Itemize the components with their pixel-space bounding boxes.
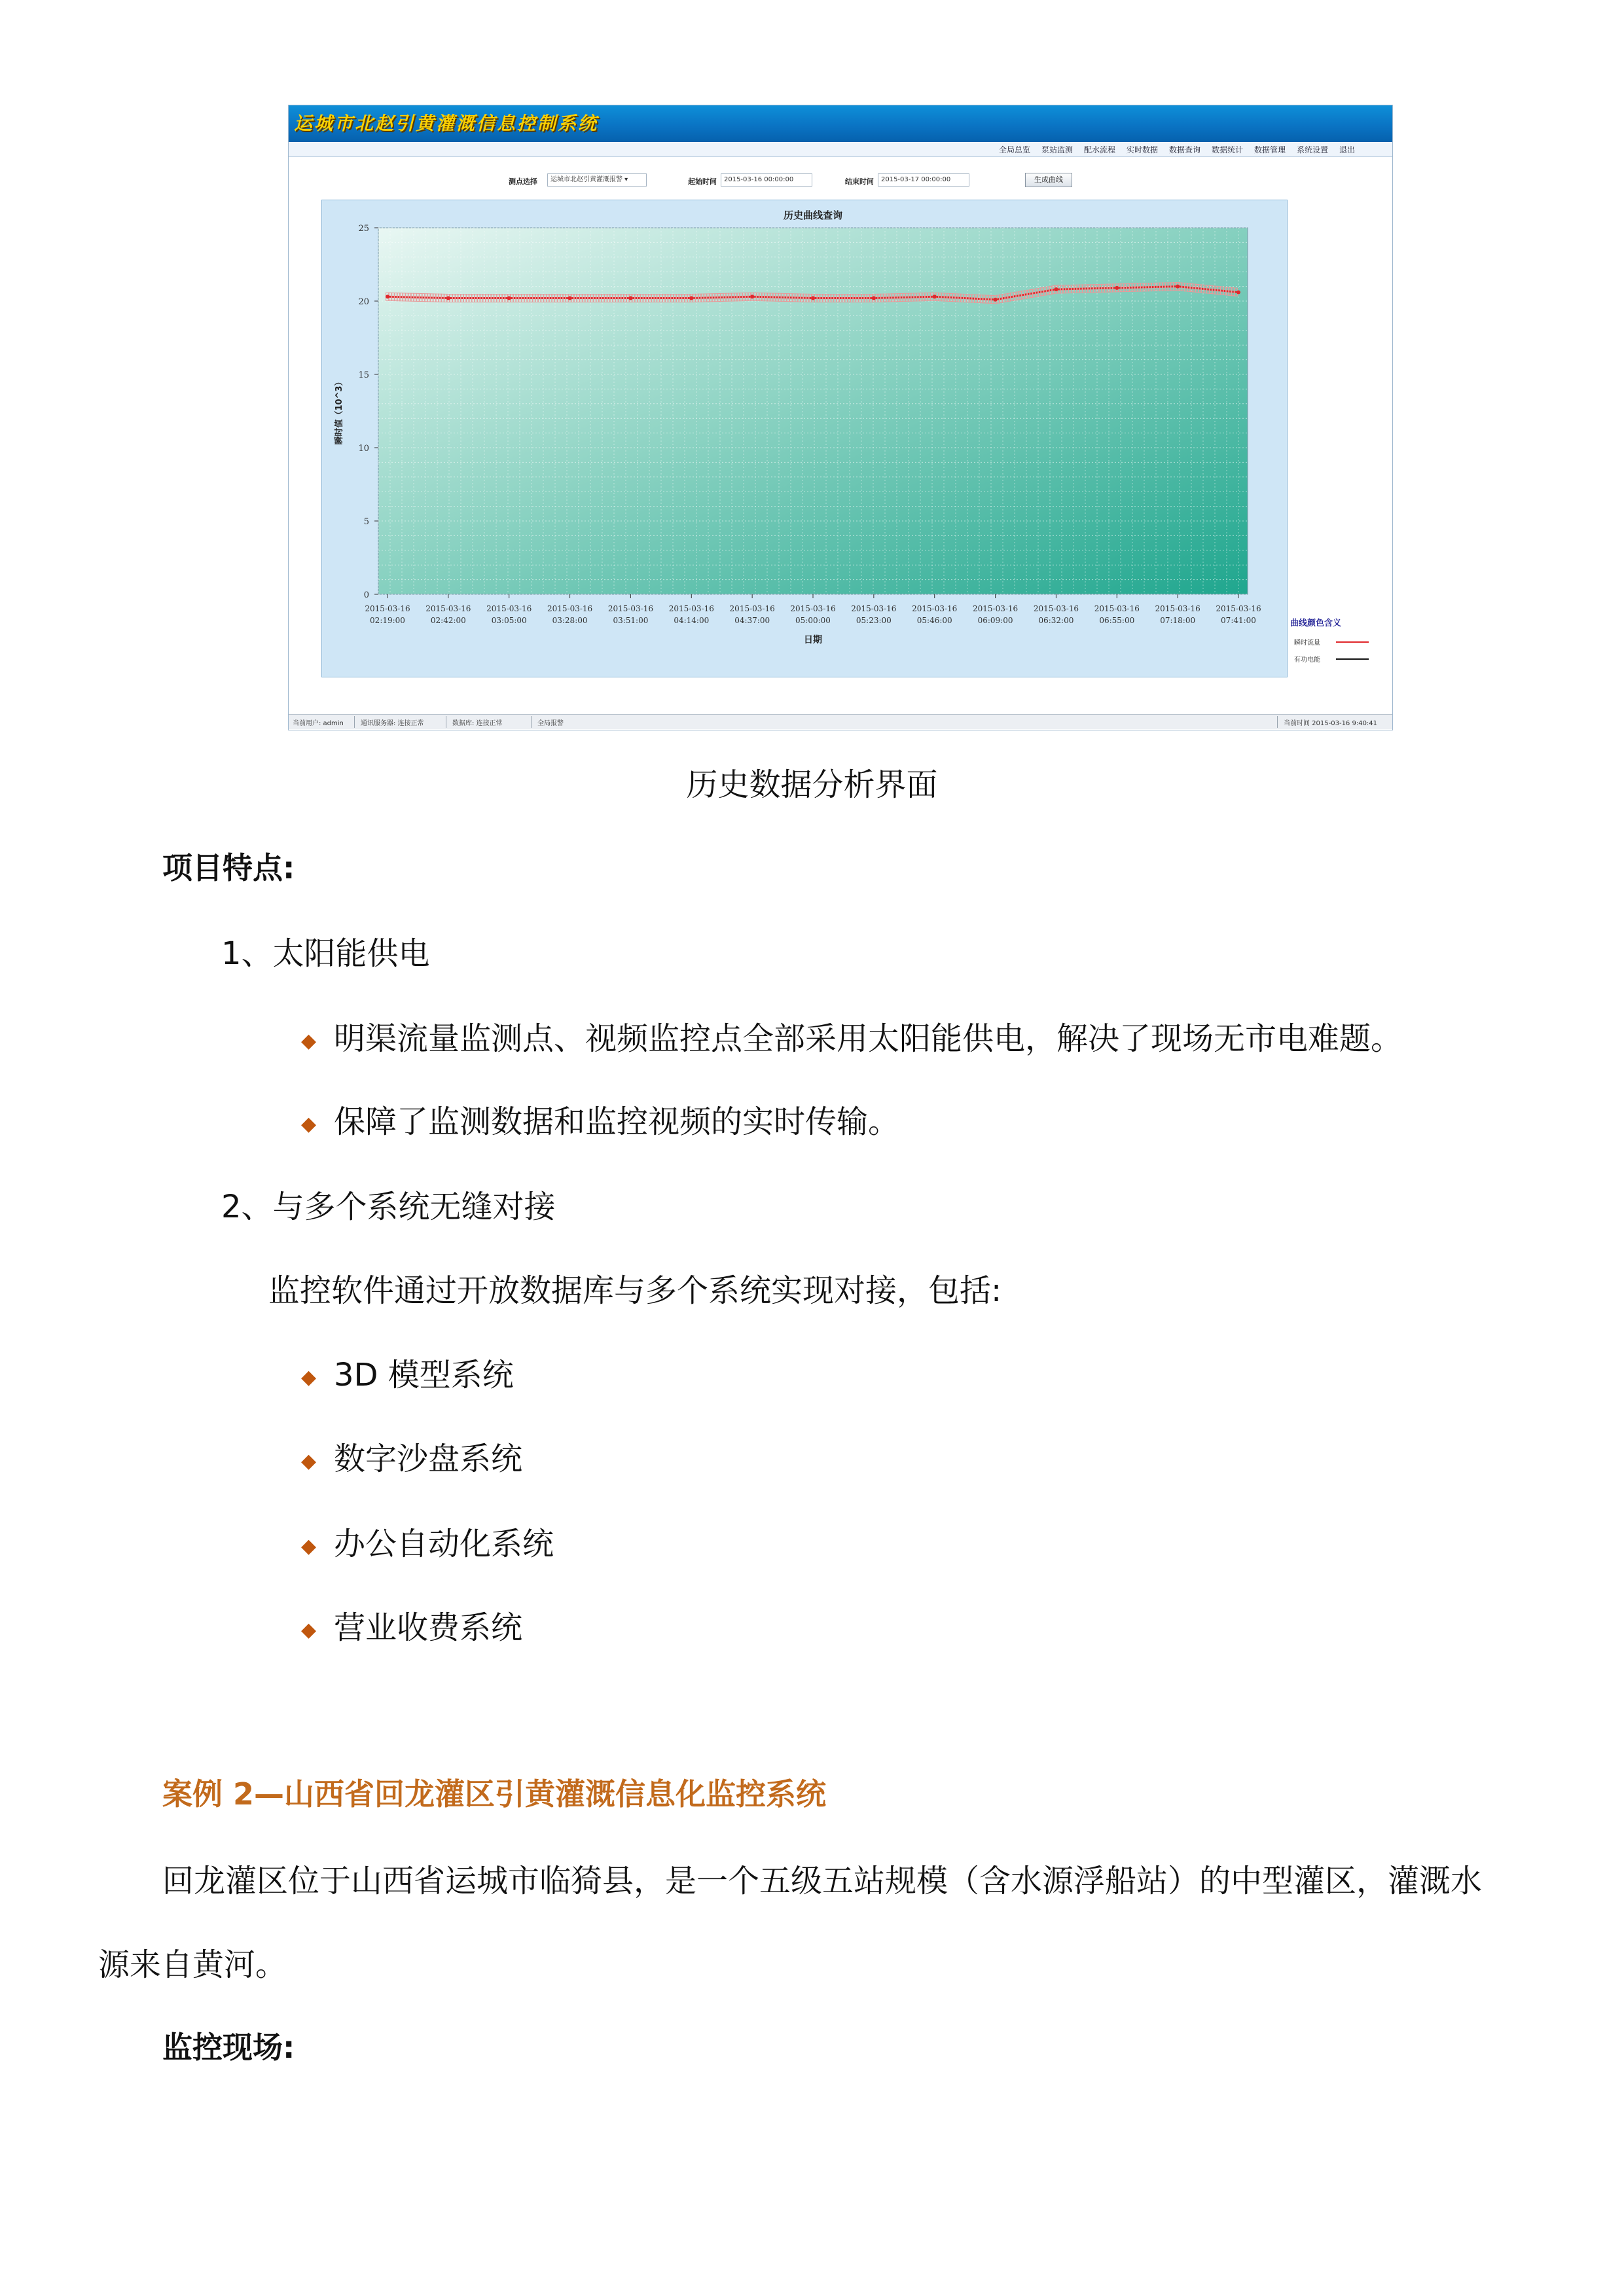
case-paragraph-line2: 源来自黄河。 [98, 1946, 287, 1983]
start-time-label: 起始时间 [688, 177, 717, 186]
status-db: 数据库: 连接正常 [452, 720, 503, 727]
figure-caption: 历史数据分析界面 [686, 766, 938, 803]
app-menu-bar [289, 142, 1392, 157]
x-tick-label: 04:14:00 [674, 616, 710, 625]
y-tick-label: 10 [358, 444, 369, 454]
diamond-bullet-icon: ◆ [301, 1449, 317, 1473]
chart-panel [321, 200, 1288, 677]
data-point [628, 296, 632, 300]
menu-item-overview[interactable]: 全局总览 [999, 145, 1031, 154]
feature-item-1: 1、太阳能供电 [221, 935, 430, 972]
data-point [994, 298, 998, 302]
x-tick-label: 2015-03-16 [668, 604, 714, 613]
data-point [568, 296, 572, 300]
legend-label-flow: 瞬时流量 [1294, 639, 1320, 647]
diamond-bullet-icon: ◆ [301, 1365, 317, 1389]
features-heading: 项目特点: [162, 850, 295, 886]
plot-area [378, 228, 1248, 594]
y-tick-label: 0 [363, 590, 369, 600]
x-tick-label: 2015-03-16 [1216, 604, 1261, 613]
end-time-label: 结束时间 [845, 177, 874, 186]
x-tick-label: 03:05:00 [491, 616, 527, 625]
x-tick-label: 2015-03-16 [425, 604, 471, 613]
bullet-item: ◆ 明渠流量监测点、视频监控点全部采用太阳能供电，解决了现场无市电难题。 [301, 1020, 1403, 1057]
data-point [933, 295, 937, 298]
data-point [1236, 291, 1240, 295]
x-tick-label: 2015-03-16 [972, 604, 1019, 613]
start-time-input[interactable]: 2015-03-16 00:00:00 [721, 173, 812, 187]
menu-item-stats[interactable]: 数据统计 [1212, 145, 1244, 154]
data-point [1115, 286, 1119, 290]
y-tick-label: 15 [358, 370, 369, 380]
diamond-bullet-icon: ◆ [301, 1029, 317, 1052]
site-heading: 监控现场: [162, 2030, 295, 2065]
diamond-bullet-icon: ◆ [301, 1534, 317, 1558]
bullet-item: ◆ 3D 模型系统 [301, 1357, 514, 1393]
x-tick-label: 06:32:00 [1038, 616, 1074, 625]
x-tick-label: 2015-03-16 [547, 604, 593, 613]
site-label: 测点选择 [509, 177, 537, 186]
x-tick-label: 04:37:00 [734, 616, 770, 625]
x-tick-label: 2015-03-16 [912, 604, 958, 613]
x-tick-label: 2015-03-16 [729, 604, 775, 613]
status-comm: 通讯服务器: 连接正常 [361, 720, 424, 727]
legend-line-energy [1336, 658, 1369, 660]
x-axis-label: 日期 [804, 635, 822, 645]
data-point [1176, 285, 1180, 289]
y-tick-label: 20 [358, 297, 369, 307]
x-tick-label: 2015-03-16 [1094, 604, 1140, 613]
data-point [507, 296, 511, 300]
x-tick-label: 07:41:00 [1221, 616, 1256, 625]
x-tick-label: 06:09:00 [977, 616, 1013, 625]
bullet-item: ◆ 办公自动化系统 [301, 1526, 554, 1562]
chart-title: 历史曲线查询 [783, 209, 843, 221]
curve-legend [1290, 616, 1388, 681]
data-point [872, 296, 876, 300]
status-user: 当前用户: admin [293, 720, 344, 727]
menu-item-exit[interactable]: 退出 [1339, 145, 1356, 154]
y-axis-label: 瞬时值（10^3） [334, 377, 344, 445]
x-tick-label: 05:00:00 [795, 616, 831, 625]
status-alarm: 全局报警 [537, 720, 564, 727]
menu-item-water[interactable]: 配水流程 [1084, 145, 1116, 154]
data-point [386, 295, 389, 298]
legend-line-flow [1336, 641, 1369, 643]
x-tick-label: 2015-03-16 [851, 604, 897, 613]
x-tick-label: 03:51:00 [613, 616, 649, 625]
x-tick-label: 07:18:00 [1160, 616, 1196, 625]
data-point [750, 295, 754, 298]
x-tick-label: 2015-03-16 [790, 604, 836, 613]
x-tick-label: 03:28:00 [552, 616, 588, 625]
x-tick-label: 2015-03-16 [1155, 604, 1200, 613]
menu-item-realtime[interactable]: 实时数据 [1127, 145, 1159, 154]
generate-curve-button[interactable]: 生成曲线 [1025, 173, 1072, 187]
history-chart [322, 200, 1287, 677]
x-tick-label: 02:42:00 [430, 616, 466, 625]
x-tick-label: 05:23:00 [856, 616, 892, 625]
menu-item-settings[interactable]: 系统设置 [1297, 145, 1329, 154]
data-point [689, 296, 693, 300]
x-tick-label: 2015-03-16 [365, 604, 410, 613]
x-tick-label: 2015-03-16 [1033, 604, 1079, 613]
legend-label-energy: 有功电能 [1294, 656, 1320, 664]
feature-item-2: 2、与多个系统无缝对接 [221, 1189, 556, 1225]
diamond-bullet-icon: ◆ [301, 1112, 317, 1136]
status-time: 当前时间 2015-03-16 9:40:41 [1284, 720, 1378, 727]
x-tick-label: 2015-03-16 [486, 604, 532, 613]
menu-item-manage[interactable]: 数据管理 [1254, 145, 1286, 154]
bullet-item: ◆ 营业收费系统 [301, 1609, 523, 1646]
menu-item-query[interactable]: 数据查询 [1169, 145, 1201, 154]
app-title-bar [289, 105, 1392, 142]
y-tick-label: 5 [363, 517, 369, 527]
status-bar [289, 714, 1392, 729]
x-tick-label: 02:19:00 [370, 616, 405, 625]
case-title: 案例 2—山西省回龙灌区引黄灌溉信息化监控系统 [162, 1776, 827, 1812]
diamond-bullet-icon: ◆ [301, 1618, 317, 1641]
legend-title: 曲线颜色含义 [1290, 619, 1342, 628]
bullet-item: ◆ 保障了监测数据和监控视频的实时传输。 [301, 1103, 900, 1140]
site-select[interactable]: 运城市北赵引黄灌溉报警 ▾ [547, 173, 647, 187]
end-time-input[interactable]: 2015-03-17 00:00:00 [878, 173, 969, 187]
app-title: 运城市北赵引黄灌溉信息控制系统 [294, 113, 599, 134]
bullet-item: ◆ 数字沙盘系统 [301, 1441, 523, 1477]
data-point [446, 296, 450, 300]
y-tick-label: 25 [358, 224, 369, 234]
x-tick-label: 2015-03-16 [607, 604, 654, 613]
query-toolbar [289, 171, 1392, 190]
menu-item-pump[interactable]: 泵站监测 [1041, 145, 1074, 154]
feature-item-2-intro: 监控软件通过开放数据库与多个系统实现对接，包括: [268, 1272, 1002, 1309]
data-point [811, 296, 815, 300]
x-tick-label: 06:55:00 [1099, 616, 1135, 625]
software-screenshot [288, 105, 1393, 730]
case-paragraph-line1: 回龙灌区位于山西省运城市临猗县，是一个五级五站规模（含水源浮船站）的中型灌区，灌溉水 [162, 1863, 1483, 1899]
x-tick-label: 05:46:00 [916, 616, 952, 625]
data-point [1054, 287, 1058, 291]
